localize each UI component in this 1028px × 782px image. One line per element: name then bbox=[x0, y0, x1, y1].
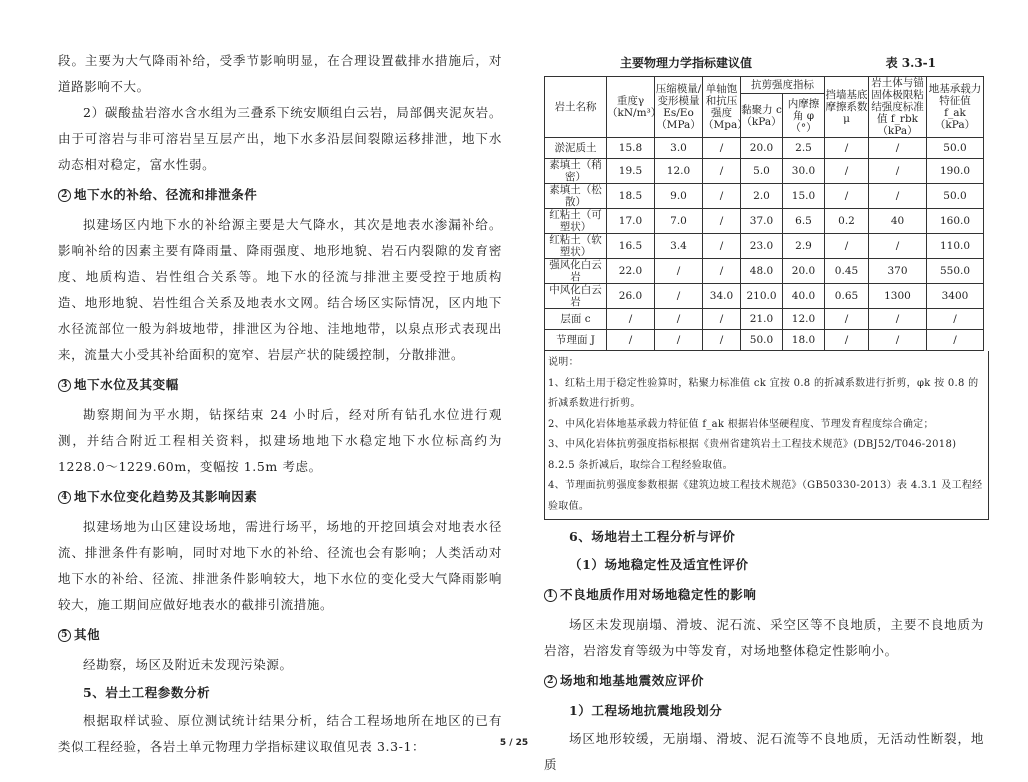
note-line: 1、红粘土用于稳定性验算时，粘聚力标准值 ck 宜按 0.8 的折减系数进行折剪，φk 按 0.8 的折减系数进行折剪。 bbox=[548, 377, 979, 409]
table-cell-fak: 110.0 bbox=[927, 234, 984, 259]
table-cell-phi: 2.5 bbox=[783, 138, 825, 159]
table-cell-name: 淤泥质土 bbox=[545, 138, 607, 159]
table-cell-modulus: 12.0 bbox=[655, 159, 703, 184]
table-cell-name: 红粘土（软塑状） bbox=[545, 234, 607, 259]
section-heading-recharge bbox=[58, 182, 502, 208]
table-cell-modulus: / bbox=[655, 284, 703, 309]
table-cell-name: 层面 c bbox=[545, 309, 607, 330]
section-heading-water-level bbox=[58, 372, 502, 398]
header-cohesion: 黏聚力 c（kPa） bbox=[741, 94, 783, 138]
table-cell-phi: 30.0 bbox=[783, 159, 825, 184]
paragraph: 勘察期间为平水期，钻探结束 24 小时后，经对所有钻孔水位进行观测，并结合附近工程相关资料，拟建场地地下水稳定地下水位标高约为 1228.0～1229.60m，变幅按 1.5m 考虑。 bbox=[58, 407, 502, 474]
header-name: 岩土名称 bbox=[545, 77, 607, 138]
table-cell-name: 素填土（稍密） bbox=[545, 159, 607, 184]
header-density: 重度γ（kN/m³） bbox=[607, 77, 655, 138]
paragraph: 2）碳酸盐岩溶水含水组为三叠系下统安顺组白云岩，局部偶夹泥灰岩。由于可溶岩与非可溶岩呈互层产出，地下水多沿层间裂隙运移排泄，地下水动态相对稳定，富水性弱。 bbox=[58, 105, 502, 172]
heading-text: 地下水位及其变幅 bbox=[74, 377, 179, 392]
table-cell-mu: / bbox=[825, 184, 869, 209]
table-cell-phi: 15.0 bbox=[783, 184, 825, 209]
heading-text: 不良地质作用对场地稳定性的影响 bbox=[560, 587, 757, 602]
section-heading-analysis: 6、场地岩土工程分析与评价 bbox=[569, 529, 736, 544]
table-cell-mu: 0.2 bbox=[825, 209, 869, 234]
paragraph: 根据取样试验、原位测试统计结果分析，结合工程场地所在地区的已有类似工程经验，各岩土单元物理力学指标建议取值见表 3.3-1： bbox=[58, 713, 502, 754]
table-cell-density: 26.0 bbox=[607, 284, 655, 309]
heading-text: 地下水的补给、径流和排泄条件 bbox=[74, 187, 258, 202]
table-row bbox=[545, 330, 984, 351]
table-cell-frbk: / bbox=[869, 309, 927, 330]
table-cell-modulus: 3.0 bbox=[655, 138, 703, 159]
right-column bbox=[544, 48, 984, 778]
table-cell-fak: / bbox=[927, 330, 984, 351]
paragraph: 场区未发现崩塌、滑坡、泥石流、采空区等不良地质，主要不良地质为岩溶，岩溶发育等级为中等发育，对场地整体稳定性影响小。 bbox=[544, 617, 984, 658]
table-cell-mu: / bbox=[825, 309, 869, 330]
table-cell-ucs: / bbox=[703, 259, 741, 284]
properties-table bbox=[544, 76, 984, 351]
table-cell-fak: 550.0 bbox=[927, 259, 984, 284]
table-cell-frbk: / bbox=[869, 234, 927, 259]
table-cell-mu: / bbox=[825, 159, 869, 184]
table-cell-frbk: / bbox=[869, 159, 927, 184]
section-heading-other bbox=[58, 622, 502, 648]
table-cell-phi: 12.0 bbox=[783, 309, 825, 330]
section-heading-trend bbox=[58, 484, 502, 510]
section-heading-stability: （1）场地稳定性及适宜性评价 bbox=[569, 557, 749, 572]
paragraph: 拟建场地为山区建设场地，需进行场平，场地的开挖回填会对地表水径流、排泄条件有影响，同时对地下水的补给、径流也会有影响；人类活动对地下水的补给、径流、排泄条件影响较大，地下水位的变化受大气降雨影响较大，施工期间应做好地表水的截排引流措施。 bbox=[58, 519, 502, 612]
section-heading-seismic bbox=[544, 668, 984, 694]
table-cell-density: 16.5 bbox=[607, 234, 655, 259]
table-cell-c: 48.0 bbox=[741, 259, 783, 284]
table-cell-ucs: / bbox=[703, 209, 741, 234]
table-cell-frbk: 40 bbox=[869, 209, 927, 234]
table-cell-frbk: 370 bbox=[869, 259, 927, 284]
heading-text: 其他 bbox=[74, 627, 101, 642]
heading-text: 场地和地基地震效应评价 bbox=[560, 673, 705, 688]
paragraph: 经勘察，场区及附近未发现污染源。 bbox=[83, 657, 293, 672]
note-line: 4、节理面抗剪强度参数根据《建筑边坡工程技术规范》（GB50330-2013）表 4.3.1 及工程经验取值。 bbox=[548, 480, 983, 512]
table-cell-density: 17.0 bbox=[607, 209, 655, 234]
table-cell-modulus: / bbox=[655, 259, 703, 284]
table-cell-fak: 160.0 bbox=[927, 209, 984, 234]
table-cell-modulus: 9.0 bbox=[655, 184, 703, 209]
table-cell-modulus: / bbox=[655, 330, 703, 351]
table-cell-fak: / bbox=[927, 309, 984, 330]
table-cell-fak: 50.0 bbox=[927, 138, 984, 159]
table-cell-fak: 50.0 bbox=[927, 184, 984, 209]
table-cell-mu: 0.65 bbox=[825, 284, 869, 309]
table-cell-c: 50.0 bbox=[741, 330, 783, 351]
table-row bbox=[545, 138, 984, 159]
circled-number: 1 bbox=[544, 589, 557, 602]
table-row bbox=[545, 284, 984, 309]
table-cell-mu: / bbox=[825, 330, 869, 351]
table-cell-frbk: / bbox=[869, 330, 927, 351]
table-caption bbox=[544, 48, 984, 76]
table-cell-density: 19.5 bbox=[607, 159, 655, 184]
table-cell-c: 23.0 bbox=[741, 234, 783, 259]
page-number: 5 / 25 bbox=[499, 738, 529, 748]
table-cell-mu: / bbox=[825, 234, 869, 259]
table-cell-name: 强风化白云岩 bbox=[545, 259, 607, 284]
note-line: 3、中风化岩体抗剪强度指标根据《贵州省建筑岩土工程技术规范》(DBJ52/T046-2018) 8.2.5 条折减后，取综合工程经验取值。 bbox=[548, 439, 957, 471]
header-friction: 内摩擦角 φ（°） bbox=[783, 94, 825, 138]
left-column bbox=[58, 48, 502, 760]
table-cell-c: 21.0 bbox=[741, 309, 783, 330]
table-row bbox=[545, 184, 984, 209]
table-cell-frbk: 1300 bbox=[869, 284, 927, 309]
table-cell-phi: 6.5 bbox=[783, 209, 825, 234]
table-cell-phi: 2.9 bbox=[783, 234, 825, 259]
table-number: 表 3.3-1 bbox=[885, 55, 936, 70]
table-cell-ucs: / bbox=[703, 309, 741, 330]
table-cell-name: 节理面 J bbox=[545, 330, 607, 351]
table-cell-c: 20.0 bbox=[741, 138, 783, 159]
table-cell-ucs: / bbox=[703, 234, 741, 259]
heading-text: 地下水位变化趋势及其影响因素 bbox=[74, 489, 258, 504]
table-notes bbox=[544, 351, 989, 520]
table-title: 主要物理力学指标建议值 bbox=[620, 55, 753, 70]
table-cell-name: 中风化白云岩 bbox=[545, 284, 607, 309]
table-cell-density: / bbox=[607, 309, 655, 330]
paragraph: 拟建场区内地下水的补给源主要是大气降水，其次是地表水渗漏补给。影响补给的因素主要有降雨量、降雨强度、地形地貌、岩石内裂隙的发育密度、地质构造、岩性组合关系等。地下水的径流与排泄主要受控于地质构造、地形地貌、岩性组合关系及地表水文网。结合场区实际情况，区内地下水径流部位一般为斜坡地带，排泄区为谷地、洼地地带，以泉点形式表现出来，流量大小受其补给面积的宽窄、岩层产状的陡缓控制，分散排泄。 bbox=[58, 217, 502, 362]
section-heading-adverse-geology bbox=[544, 582, 984, 608]
header-retain: 挡墙基底摩擦系数μ bbox=[825, 77, 869, 138]
table-cell-ucs: 34.0 bbox=[703, 284, 741, 309]
table-cell-ucs: / bbox=[703, 138, 741, 159]
table-row bbox=[545, 234, 984, 259]
table-cell-c: 210.0 bbox=[741, 284, 783, 309]
circled-number: 2 bbox=[58, 189, 71, 202]
paragraph: 场区地形较缓，无崩塌、滑坡、泥石流等不良地质，无活动性断裂，地质 bbox=[544, 731, 984, 772]
table-cell-mu: / bbox=[825, 138, 869, 159]
paragraph: 段。主要为大气降雨补给，受季节影响明显，在合理设置截排水措施后，对道路影响不大。 bbox=[58, 53, 502, 94]
table-cell-modulus: 7.0 bbox=[655, 209, 703, 234]
section-heading-seismic-zoning: 1）工程场地抗震地段划分 bbox=[569, 703, 723, 718]
header-bond: 岩土体与锚固体极限粘结强度标准值 f_rbk（kPa） bbox=[869, 77, 927, 138]
table-cell-c: 37.0 bbox=[741, 209, 783, 234]
table-row bbox=[545, 209, 984, 234]
table-cell-modulus: / bbox=[655, 309, 703, 330]
table-cell-density: 22.0 bbox=[607, 259, 655, 284]
table-cell-c: 5.0 bbox=[741, 159, 783, 184]
table-cell-name: 红粘土（可塑状） bbox=[545, 209, 607, 234]
table-cell-phi: 20.0 bbox=[783, 259, 825, 284]
table-cell-c: 2.0 bbox=[741, 184, 783, 209]
table-cell-frbk: / bbox=[869, 138, 927, 159]
table-row bbox=[545, 259, 984, 284]
table-cell-mu: 0.45 bbox=[825, 259, 869, 284]
header-ucs: 单轴饱和抗压强度（Mpa） bbox=[703, 77, 741, 138]
table-cell-ucs: / bbox=[703, 330, 741, 351]
table-row bbox=[545, 159, 984, 184]
header-bearing: 地基承载力特征值 f_ak（kPa） bbox=[927, 77, 984, 138]
table-cell-density: / bbox=[607, 330, 655, 351]
table-cell-name: 素填土（松散） bbox=[545, 184, 607, 209]
table-cell-fak: 190.0 bbox=[927, 159, 984, 184]
circled-number: 2 bbox=[544, 675, 557, 688]
table-cell-fak: 3400 bbox=[927, 284, 984, 309]
table-cell-ucs: / bbox=[703, 184, 741, 209]
table-row bbox=[545, 309, 984, 330]
table-cell-density: 15.8 bbox=[607, 138, 655, 159]
table-cell-phi: 18.0 bbox=[783, 330, 825, 351]
table-cell-frbk: / bbox=[869, 184, 927, 209]
circled-number: 5 bbox=[58, 629, 71, 642]
header-modulus: 压缩模量/变形模量 Es/Eo（MPa） bbox=[655, 77, 703, 138]
table-cell-ucs: / bbox=[703, 159, 741, 184]
header-shear: 抗剪强度指标 bbox=[741, 77, 825, 94]
note-line: 2、中风化岩体地基承载力特征值 f_ak 根据岩体坚硬程度、节理发育程度综合确定； bbox=[548, 418, 934, 430]
table-cell-density: 18.5 bbox=[607, 184, 655, 209]
table-cell-phi: 40.0 bbox=[783, 284, 825, 309]
section-heading-parameters: 5、岩土工程参数分析 bbox=[83, 685, 211, 700]
note-line: 说明： bbox=[548, 357, 579, 368]
circled-number: 4 bbox=[58, 491, 71, 504]
circled-number: 3 bbox=[58, 379, 71, 392]
table-cell-modulus: 3.4 bbox=[655, 234, 703, 259]
